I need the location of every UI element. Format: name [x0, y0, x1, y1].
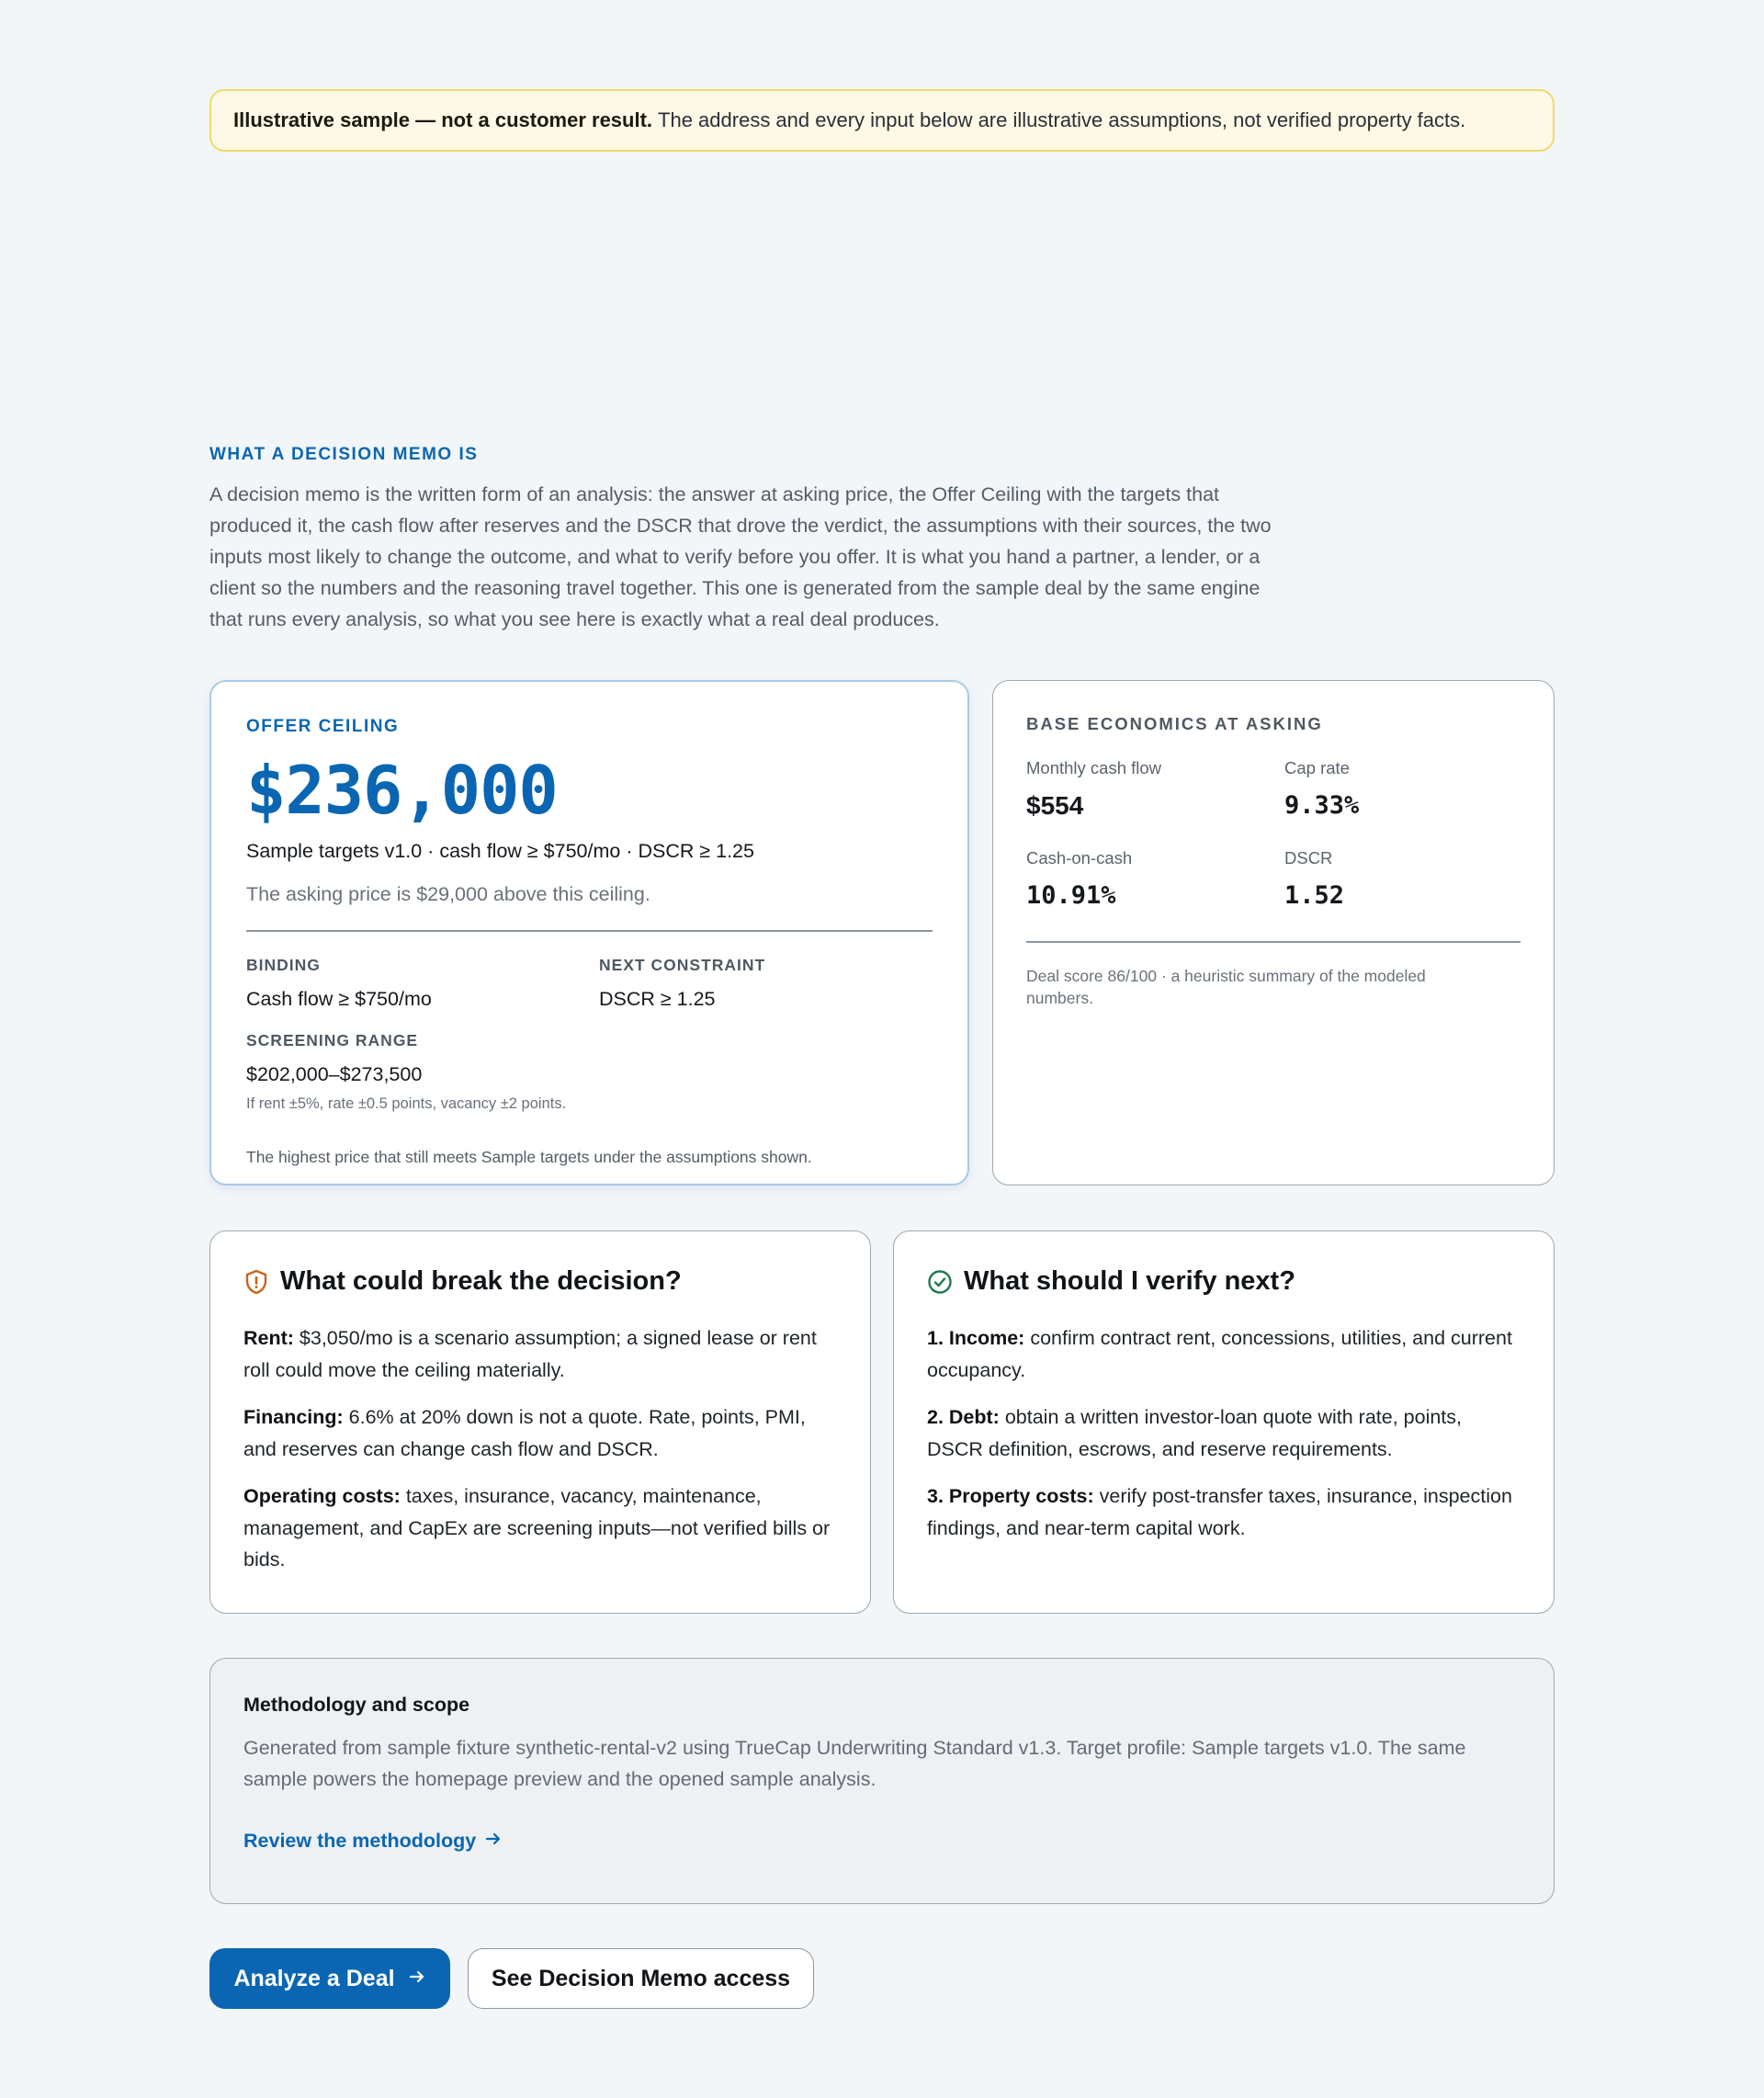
verify-item-property-costs: [927, 1480, 1521, 1544]
metric-value: 10.91%: [1026, 881, 1116, 910]
item-label: 1. Income:: [927, 1327, 1025, 1349]
metric-cash-on-cash: [1026, 848, 1284, 910]
item-text: taxes, insurance, vacancy, maintenance, management, and CapEx are screening inputs—not verified bills or bids.: [243, 1485, 831, 1571]
next-constraint-value: DSCR ≥ 1.25: [599, 988, 716, 1010]
metric-label: Cap rate: [1284, 758, 1350, 777]
banner-bold-text: Illustrative sample — not a customer result.: [233, 108, 653, 131]
analyze-deal-button[interactable]: [209, 1948, 450, 2009]
verify-item-income: [927, 1322, 1521, 1386]
methodology-title: Methodology and scope: [243, 1694, 470, 1716]
arrow-right-icon: [485, 1830, 502, 1853]
metric-monthly-cash-flow: [1026, 758, 1284, 821]
metric-value: 9.33%: [1284, 791, 1360, 820]
item-label: Rent:: [243, 1327, 294, 1349]
review-methodology-link[interactable]: [243, 1830, 502, 1853]
metric-label: DSCR: [1284, 848, 1333, 868]
review-methodology-label: Review the methodology: [243, 1830, 477, 1852]
metric-value: $554: [1026, 791, 1084, 820]
item-label: Financing:: [243, 1406, 344, 1428]
screening-range-note: If rent ±5%, rate ±0.5 points, vacancy ±2 points.: [246, 1095, 567, 1112]
base-economics-card: [992, 680, 1555, 1185]
break-decision-card: [209, 1230, 871, 1614]
decision-memo-access-button[interactable]: [468, 1948, 814, 2009]
binding-label: BINDING: [246, 956, 321, 974]
metric-dscr: [1284, 848, 1521, 910]
screening-range-block: [246, 1031, 933, 1113]
shield-warning-icon: [243, 1269, 269, 1295]
sample-disclaimer-banner: [209, 89, 1555, 152]
check-circle-icon: [927, 1269, 953, 1295]
item-text: 6.6% at 20% down is not a quote. Rate, points, PMI, and reserves can change cash flow and DSCR.: [243, 1406, 806, 1460]
intro-paragraph: A decision memo is the written form of an analysis: the answer at asking price, the Offer Ceiling with the targets that produced it, the cash flow after reserves and the DSCR that drove the verdict, the assumptions with their sources, the two inputs most likely to change the outcome, and what to verify before you offer. It is what you hand a partner, a lender, or a client so the numbers and the reasoning travel together. This one is generated from the sample deal by the same engine that runs every analysis, so what you see here is exactly what a real deal produces.: [209, 483, 1272, 630]
break-item-rent: [243, 1322, 837, 1386]
metric-cap-rate: [1284, 758, 1521, 821]
metric-label: Cash-on-cash: [1026, 848, 1133, 868]
binding-value: Cash flow ≥ $750/mo: [246, 988, 432, 1010]
decision-memo-access-label: See Decision Memo access: [491, 1965, 791, 1991]
deal-score-note: Deal score 86/100 · a heuristic summary of the modeled numbers.: [1026, 967, 1426, 1007]
item-text: obtain a written investor-loan quote with rate, points, DSCR definition, escrows, and reserve requirements.: [927, 1406, 1462, 1460]
item-label: Operating costs:: [243, 1485, 401, 1507]
divider: [1026, 941, 1521, 943]
break-item-financing: [243, 1401, 837, 1465]
item-text: verify post-transfer taxes, insurance, inspection findings, and near-term capital work.: [927, 1485, 1512, 1539]
verify-next-card: [893, 1230, 1555, 1614]
item-text: confirm contract rent, concessions, utilities, and current occupancy.: [927, 1327, 1512, 1381]
metric-label: Monthly cash flow: [1026, 758, 1162, 777]
offer-targets: Sample targets v1.0 · cash flow ≥ $750/mo · DSCR ≥ 1.25: [246, 840, 754, 862]
next-constraint-label: NEXT CONSTRAINT: [599, 956, 766, 974]
intro-eyebrow: WHAT A DECISION MEMO IS: [209, 445, 479, 464]
metric-value: 1.52: [1284, 881, 1345, 910]
break-item-operating-costs: [243, 1480, 837, 1576]
offer-ceiling-eyebrow: OFFER CEILING: [246, 717, 400, 736]
item-text: $3,050/mo is a scenario assumption; a signed lease or rent roll could move the ceiling materially.: [243, 1327, 817, 1381]
verify-next-title: What should I verify next?: [964, 1266, 1295, 1296]
next-constraint-block: [599, 956, 933, 1011]
offer-footnote: The highest price that still meets Sample targets under the assumptions shown.: [246, 1148, 812, 1166]
offer-ceiling-value: $236,000: [246, 752, 558, 829]
screening-range-label: SCREENING RANGE: [246, 1031, 419, 1049]
binding-block: [246, 956, 599, 1011]
verify-item-debt: [927, 1401, 1521, 1465]
divider: [246, 930, 933, 932]
break-decision-title: What could break the decision?: [280, 1266, 682, 1296]
item-label: 2. Debt:: [927, 1406, 1000, 1428]
screening-range-value: $202,000–$273,500: [246, 1063, 423, 1085]
offer-ceiling-card: [209, 680, 969, 1185]
base-economics-eyebrow: BASE ECONOMICS AT ASKING: [1026, 714, 1323, 733]
methodology-text: Generated from sample fixture synthetic-rental-v2 using TrueCap Underwriting Standard v1.3. Target profile: Sample targets v1.0. The same sample powers the homepage preview and the opened sample analysis.: [243, 1737, 1466, 1790]
analyze-deal-label: Analyze a Deal: [233, 1965, 395, 1991]
item-label: 3. Property costs:: [927, 1485, 1094, 1507]
methodology-card: [209, 1658, 1555, 1904]
asking-above-note: The asking price is $29,000 above this ceiling.: [246, 883, 650, 905]
arrow-right-icon: [408, 1966, 426, 1992]
banner-text: The address and every input below are illustrative assumptions, not verified property facts.: [658, 108, 1466, 131]
